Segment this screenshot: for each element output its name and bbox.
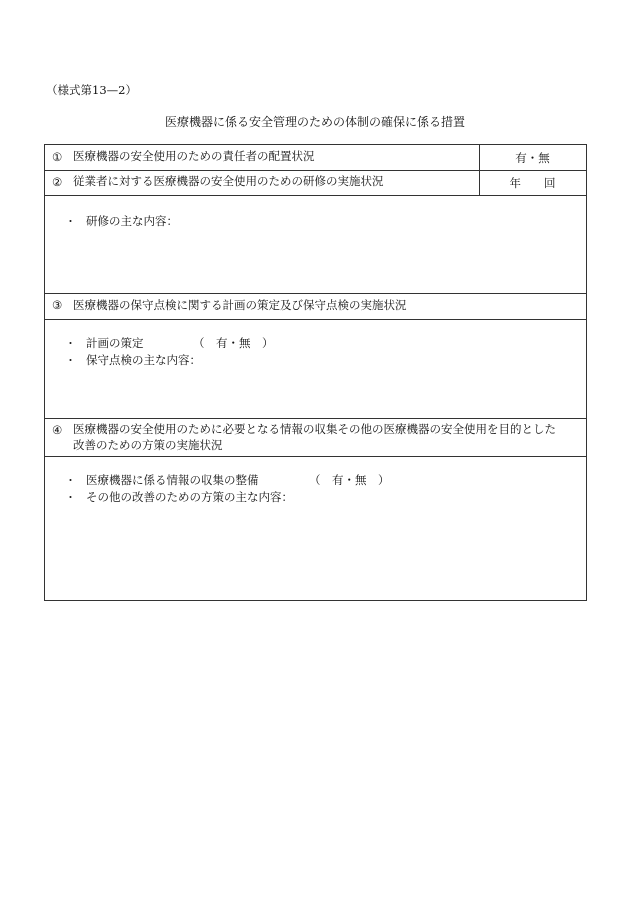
measures-table [44, 144, 587, 601]
maintenance-content-label: 保守点検の主な内容： [86, 353, 201, 367]
plan-choice: （ 有・無 ） [193, 336, 274, 350]
bullet: ・ [65, 215, 76, 228]
plan-label: 計画の策定 [86, 336, 144, 350]
row-number: ④ [52, 423, 63, 437]
bullet: ・ [65, 354, 76, 367]
row-information-improvement [45, 418, 586, 456]
training-details-box [45, 195, 586, 293]
bullet: ・ [65, 337, 76, 350]
row-text: 医療機器の安全使用のための責任者の配置状況 [73, 149, 315, 163]
presence-value: 有・無 [515, 151, 550, 165]
training-content-label: 研修の主な内容： [86, 214, 178, 228]
row-text: 医療機器の保守点検に関する計画の策定及び保守点検の実施状況 [73, 298, 407, 312]
training-count-value: 年 回 [509, 176, 556, 190]
row-safety-manager [45, 145, 586, 170]
row-training-status [45, 170, 586, 195]
row-number: ③ [52, 298, 63, 312]
info-collection-label: 医療機器に係る情報の収集の整備 [86, 473, 259, 487]
improvement-details-box [45, 456, 586, 600]
document-title: 医療機器に係る安全管理のための体制の確保に係る措置 [164, 115, 465, 129]
row-number: ② [52, 175, 63, 189]
row-maintenance-plan [45, 293, 586, 319]
row-text-line1: 医療機器の安全使用のために必要となる情報の収集その他の医療機器の安全使用を目的とした [73, 422, 556, 436]
improvement-content-label: その他の改善のための方策の主な内容： [86, 490, 293, 504]
info-collection-choice: （ 有・無 ） [309, 473, 390, 487]
row-text-line2: 改善のための方策の実施状況 [73, 438, 223, 452]
bullet: ・ [65, 491, 76, 504]
maintenance-details-box [45, 319, 586, 418]
row-number: ① [52, 150, 63, 164]
bullet: ・ [65, 474, 76, 487]
form-number-label: （様式第13—2） [46, 83, 137, 97]
row-text: 従業者に対する医療機器の安全使用のための研修の実施状況 [73, 174, 384, 188]
